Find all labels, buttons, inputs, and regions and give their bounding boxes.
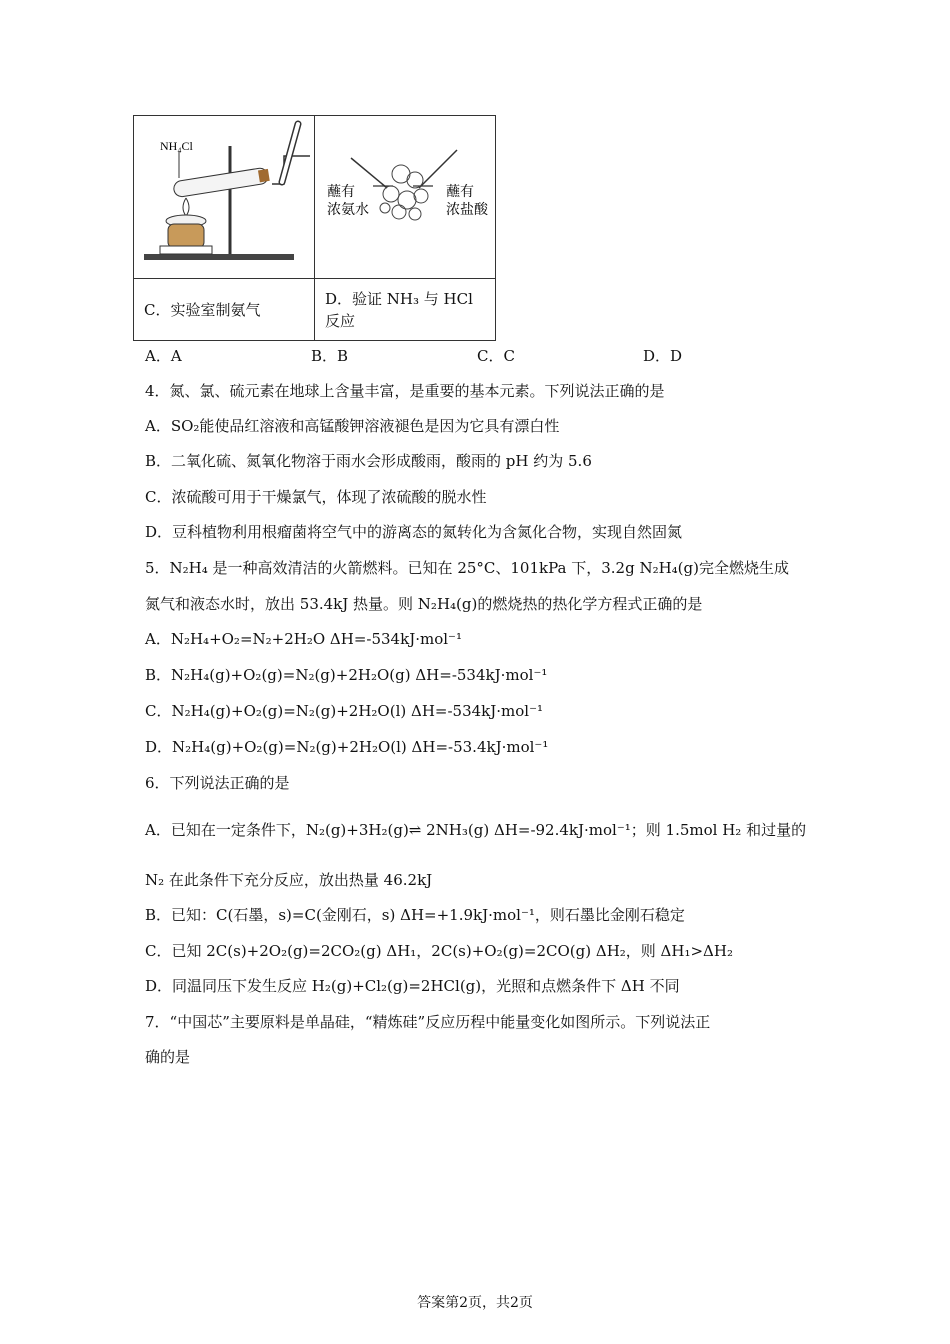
- q6-option-d: D．同温同压下发生反应 H₂(g)+Cl₂(g)=2HCl(g)，光照和点燃条件下 ΔH 不同: [145, 977, 680, 995]
- q4-option-b: B．二氧化硫、氮氧化物溶于雨水会形成酸雨，酸雨的 pH 约为 5.6: [145, 452, 592, 470]
- q7-stem-line2: 确的是: [145, 1048, 191, 1066]
- q4-stem: 4．氮、氯、硫元素在地球上含量丰富，是重要的基本元素。下列说法正确的是: [145, 382, 665, 400]
- q5-option-a: A．N₂H₄+O₂=N₂+2H₂O ΔH=-534kJ·mol⁻¹: [145, 630, 462, 648]
- q5-option-d: D．N₂H₄(g)+O₂(g)=N₂(g)+2H₂O(l) ΔH=-53.4kJ·mol⁻¹: [145, 738, 549, 756]
- ammonia-prep-apparatus: [134, 116, 314, 278]
- q6-option-a-line2: N₂ 在此条件下充分反应，放出热量 46.2kJ: [145, 871, 433, 889]
- q4-option-d: D．豆科植物利用根瘤菌将空气中的游离态的氮转化为含氮化合物，实现自然固氮: [145, 523, 683, 541]
- q5-option-c: C．N₂H₄(g)+O₂(g)=N₂(g)+2H₂O(l) ΔH=-534kJ·mol⁻¹: [145, 702, 544, 720]
- figure-c-image: [134, 116, 315, 279]
- left-rod-label-2: 浓氨水: [327, 202, 369, 218]
- nh4cl-label: NH₄Cl: [160, 139, 193, 153]
- q5-stem-line1: 5．N₂H₄ 是一种高效清洁的火箭燃料。已知在 25°C、101kPa 下，3.2g N₂H₄(g)完全燃烧生成: [145, 559, 789, 577]
- q4-option-c: C．浓硫酸可用于干燥氯气，体现了浓硫酸的脱水性: [145, 488, 487, 506]
- q6-stem: 6．下列说法正确的是: [145, 774, 290, 792]
- q3-option-d: D．D: [643, 347, 683, 365]
- figure-d-caption-line1: D．验证 NH₃ 与 HCl: [325, 289, 473, 308]
- q5-stem-line2: 氮气和液态水时，放出 53.4kJ 热量。则 N₂H₄(g)的燃烧热的热化学方程式正确的是: [145, 595, 703, 613]
- q3-options: [145, 345, 809, 366]
- figure-d-caption-line2: 反应: [325, 311, 356, 330]
- q6-option-c: C．已知 2C(s)+2O₂(g)=2CO₂(g) ΔH₁，2C(s)+O₂(g)=2CO(g) ΔH₂，则 ΔH₁>ΔH₂: [145, 942, 733, 960]
- right-rod-label-2: 浓盐酸: [446, 202, 488, 218]
- q6-option-a-line1: A．已知在一定条件下，N₂(g)+3H₂(g)⇌ 2NH₃(g) ΔH=-92.4kJ·mol⁻¹；则 1.5mol H₂ 和过量的: [145, 821, 807, 839]
- figure-d-image: [315, 116, 496, 279]
- q6-option-b: B．已知：C(石墨，s)=C(金刚石，s) ΔH=+1.9kJ·mol⁻¹，则石墨比金刚石稳定: [145, 906, 685, 924]
- q7-stem-line1: 7．“中国芯”主要原料是单晶硅，“精炼硅”反应历程中能量变化如图所示。下列说法正: [145, 1013, 711, 1031]
- right-rod-label-1: 蘸有: [446, 184, 474, 200]
- figure-d-caption: [315, 279, 496, 341]
- q3-option-a: A．A: [145, 347, 182, 365]
- left-rod-label-1: 蘸有: [327, 184, 355, 200]
- q4-option-a: A．SO₂能使品红溶液和高锰酸钾溶液褪色是因为它具有漂白性: [145, 417, 560, 435]
- apparatus-figure-table: [133, 115, 496, 341]
- q3-option-b: B．B: [311, 347, 349, 365]
- q5-option-b: B．N₂H₄(g)+O₂(g)=N₂(g)+2H₂O(g) ΔH=-534kJ·mol⁻¹: [145, 666, 548, 684]
- page-footer: 答案第2页，共2页: [417, 1295, 533, 1311]
- q3-option-c: C．C: [477, 347, 515, 365]
- nh3-hcl-apparatus: [315, 116, 495, 278]
- figure-c-caption: C．实验室制氨气: [134, 279, 315, 341]
